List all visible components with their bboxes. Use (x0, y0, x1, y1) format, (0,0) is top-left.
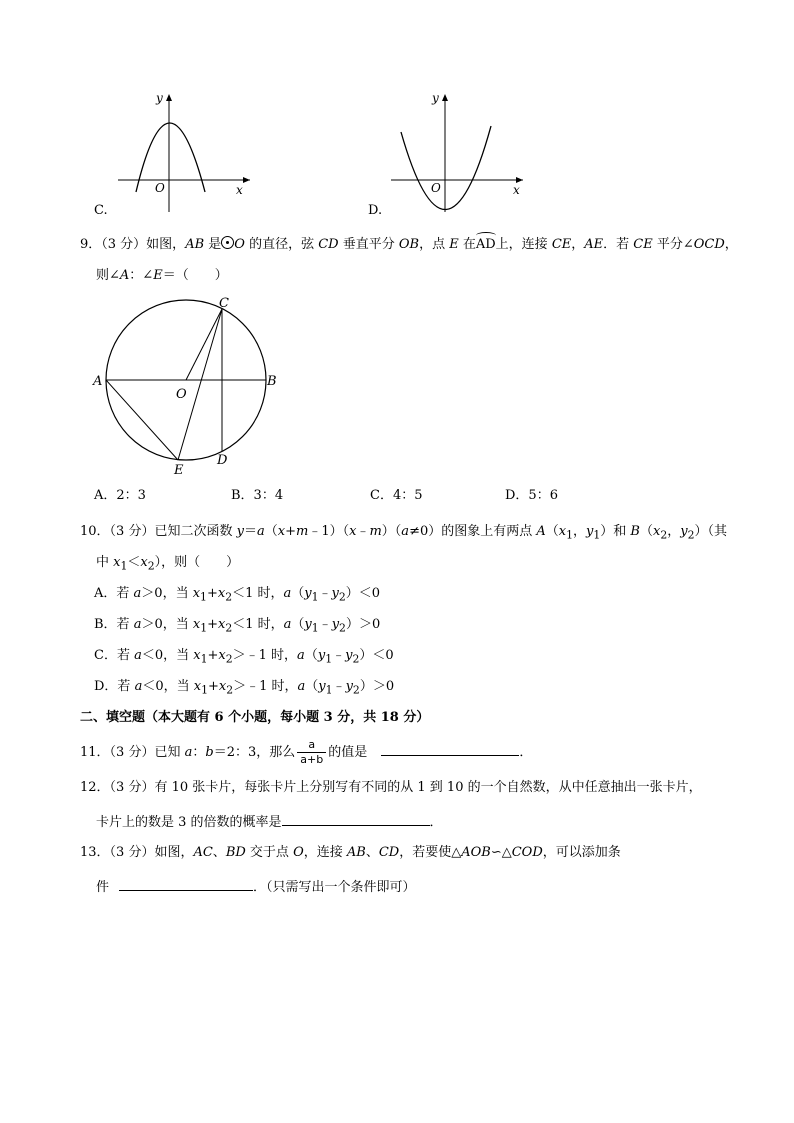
opt-sub: 2 (225, 621, 233, 635)
opt-var: x (218, 679, 227, 694)
opt-text: ＞﹣1 时， (233, 679, 298, 694)
opt-var: x (192, 586, 201, 601)
q11-text: ． (519, 745, 533, 760)
q10-var: x (140, 555, 148, 570)
opt-var: y (304, 586, 312, 601)
q12-line2 (96, 811, 443, 831)
q10-text: 10．（3 分）已知二次函数 (80, 524, 237, 539)
opt-var: a (133, 617, 142, 632)
graph-c-origin-label: O (155, 181, 165, 195)
q10-text: 中 (96, 555, 114, 570)
q12-text: ． (429, 815, 443, 830)
q13-text: ∽△ (490, 845, 512, 860)
q11-text: ＝2：3，那么 (213, 745, 296, 760)
graph-c-x-arrow (243, 177, 250, 183)
q9-text: ．若 (603, 237, 634, 252)
q9-text: ，点 (419, 237, 450, 252)
q9-text: ， (724, 237, 738, 252)
q13-line1 (80, 845, 621, 861)
opt-sub: 2 (352, 683, 360, 697)
graph-d-option-label: D. (368, 203, 383, 218)
q13-var: CD (378, 845, 400, 860)
q11-var: a (184, 745, 193, 760)
q9-text: 在 (458, 237, 476, 252)
opt-text: ）＜0 (359, 648, 394, 663)
q9-var: AB (185, 237, 205, 252)
opt-var: y (345, 648, 353, 663)
opt-text: （ (304, 648, 318, 663)
q9-var: CE (633, 237, 653, 252)
graph-c (112, 88, 262, 218)
opt-text: ﹣ (332, 679, 346, 694)
q9-text: ＝（ ） (162, 268, 228, 283)
q10-var: y (586, 524, 594, 539)
graph-c-parabola (136, 123, 205, 192)
opt-var: y (304, 617, 312, 632)
graph-c-option-label: C. (94, 203, 108, 218)
opt-text: A．若 (94, 586, 134, 601)
opt-text: + (207, 679, 219, 694)
q9-var: OB (398, 237, 420, 252)
opt-text: C．若 (94, 648, 135, 663)
graph-c-y-arrow (166, 94, 172, 101)
q9-segment-ce (178, 309, 222, 460)
q10-option-b (94, 617, 380, 637)
opt-sub: 1 (201, 683, 208, 697)
opt-var: a (283, 617, 292, 632)
graph-d-y-arrow (442, 94, 448, 101)
q9-text: 上，连接 (495, 237, 552, 252)
opt-var: y (331, 617, 340, 632)
q10-text: ﹣1）（ (308, 524, 350, 539)
q10-line2 (96, 555, 239, 575)
section-2-title: 二、填空题（本大题有 6 个小题，每小题 3 分，共 18 分） (80, 710, 430, 725)
opt-text: ）＞0 (345, 617, 381, 632)
opt-sub: 1 (325, 683, 333, 697)
graph-d-y-label: y (432, 91, 439, 105)
q10-var: x (113, 555, 121, 570)
graph-d-origin-label: O (431, 181, 441, 195)
q10-var: m (369, 524, 382, 539)
opt-text: + (207, 648, 219, 663)
opt-var: y (317, 648, 326, 663)
opt-var: x (192, 617, 201, 632)
opt-sub: 1 (311, 590, 319, 604)
opt-text: B．若 (94, 617, 134, 632)
q10-option-c (94, 648, 394, 668)
opt-var: y (345, 679, 353, 694)
q13-text: ，连接 (303, 845, 347, 860)
opt-sub: 2 (225, 590, 233, 604)
opt-var: y (331, 586, 339, 601)
q9-option-a: A．2：3 (94, 488, 146, 503)
q12-text: 卡片上的数是 3 的倍数的概率是 (96, 815, 282, 830)
q12-line1: 12．（3 分）有 10 张卡片，每张卡片上分别写有不同的从 1 到 10 的一个自然数，从中任意抽出一张卡片， (80, 780, 702, 795)
q13-answer-blank[interactable] (119, 876, 253, 891)
q10-var: a (256, 524, 265, 539)
q13-text: 、 (365, 845, 379, 860)
opt-text: （ (305, 679, 319, 694)
q10-var: y (236, 524, 244, 539)
opt-sub: 1 (325, 652, 333, 666)
q10-text: （ (545, 524, 559, 539)
q10-sub: 2 (147, 559, 155, 573)
q13-text: ，若要使△ (399, 845, 462, 860)
q9-var: A (119, 268, 130, 283)
q10-text: ），则（ ） (154, 555, 240, 570)
q9-label-b: B (267, 374, 277, 389)
q9-label-a: A (93, 374, 103, 389)
q10-var: x (558, 524, 567, 539)
q10-sub: 1 (566, 528, 573, 542)
opt-sub: 2 (352, 652, 360, 666)
q9-text: 是 (204, 237, 222, 252)
q10-var: x (277, 524, 286, 539)
q11-text: 的值是 (328, 745, 368, 760)
opt-text: ）＞0 (359, 679, 395, 694)
q9-line1 (80, 236, 738, 253)
opt-text: ＜1 时， (232, 586, 284, 601)
opt-sub: 2 (225, 652, 233, 666)
opt-text: ）＜0 (345, 586, 381, 601)
q9-var: E (449, 237, 459, 252)
q13-var: O (293, 845, 304, 860)
q10-option-d (94, 679, 394, 699)
q10-option-a (94, 586, 380, 606)
opt-text: ＜1 时， (232, 617, 284, 632)
q10-sub: 1 (120, 559, 128, 573)
q11-answer-blank[interactable] (381, 741, 519, 756)
q10-text: ， (573, 524, 587, 539)
q9-text: 垂直平分 (338, 237, 399, 252)
opt-text: ﹣ (332, 648, 346, 663)
opt-text: ＜0，当 (141, 648, 194, 663)
q11-fraction-denominator: a+b (300, 753, 324, 766)
graph-c-x-label: x (236, 183, 243, 197)
q11-text: 11．（3 分）已知 (80, 745, 185, 760)
q13-line2 (96, 876, 416, 896)
q13-text: 13．（3 分）如图， (80, 845, 194, 860)
q13-text: ，可以添加条 (542, 845, 621, 860)
q10-var: m (295, 524, 309, 539)
q10-text: + (285, 524, 296, 539)
opt-sub: 1 (311, 621, 319, 635)
opt-sub: 2 (226, 683, 234, 697)
graph-c-y-label: y (156, 91, 163, 105)
q9-var: CD (318, 237, 339, 252)
opt-var: a (134, 679, 143, 694)
opt-text: ＞0，当 (141, 586, 193, 601)
q10-text: ﹣ (356, 524, 370, 539)
q9-label-d: D (217, 453, 228, 468)
q13-var: COD (511, 845, 543, 860)
graph-d-parabola (401, 126, 491, 210)
opt-var: x (193, 679, 202, 694)
q10-var: y (680, 524, 688, 539)
q9-option-b: B．3：4 (231, 488, 284, 503)
graph-d (385, 88, 535, 218)
q9-label-e: E (174, 463, 184, 478)
q11-text: ： (192, 745, 206, 760)
q13-var: AOB (461, 845, 491, 860)
q9-var: AE (584, 237, 604, 252)
q9-text: 9．（3 分）如图， (80, 237, 186, 252)
q11-var: b (205, 745, 214, 760)
q9-option-d: D．5：6 (505, 488, 558, 503)
q10-var: B (630, 524, 640, 539)
q13-text: ．（只需写出一个条件即可） (253, 880, 416, 895)
q10-sub: 2 (687, 528, 695, 542)
opt-text: ＜0，当 (142, 679, 194, 694)
q13-text: 交于点 (245, 845, 294, 860)
q10-var: a (401, 524, 410, 539)
q10-text: （ (264, 524, 278, 539)
q10-var: x (349, 524, 357, 539)
q13-var: AC (193, 845, 213, 860)
arc-ad: AD (475, 237, 496, 252)
q9-var: E (153, 268, 163, 283)
q10-sub: 2 (660, 528, 668, 542)
opt-text: ﹣ (318, 586, 332, 601)
q10-text: ＝ (243, 524, 257, 539)
opt-sub: 1 (200, 652, 208, 666)
q9-text: ， (571, 237, 585, 252)
opt-var: a (133, 586, 142, 601)
q13-text: 件 (96, 880, 110, 895)
opt-text: + (206, 586, 218, 601)
opt-sub: 1 (200, 590, 207, 604)
q9-var: OCD (693, 237, 725, 252)
q11-fraction-numerator: a (297, 738, 326, 753)
q10-var: x (652, 524, 661, 539)
q13-var: BD (225, 845, 246, 860)
opt-sub: 2 (339, 621, 346, 635)
graph-d-x-label: x (513, 183, 520, 197)
opt-var: a (297, 679, 306, 694)
q9-label-o: O (176, 387, 187, 402)
q10-var: A (536, 524, 546, 539)
q10-text: ）和 (600, 524, 631, 539)
q9-text: ：∠ (129, 268, 154, 283)
opt-text: （ (291, 586, 305, 601)
opt-var: a (283, 586, 292, 601)
q9-circle-figure (88, 292, 288, 482)
q9-var: O (234, 237, 245, 252)
q9-option-c: C．4：5 (370, 488, 423, 503)
q10-text: （ (639, 524, 653, 539)
q10-line1 (80, 524, 727, 544)
q9-var: CE (551, 237, 572, 252)
opt-text: （ (291, 617, 305, 632)
q13-text: 、 (212, 845, 226, 860)
q9-line2 (96, 268, 228, 284)
opt-text: ﹣ (318, 617, 332, 632)
opt-text: + (207, 617, 218, 632)
q9-text: 则∠ (96, 268, 120, 283)
opt-text: ＞0，当 (141, 617, 193, 632)
q10-text: ≠0）的图象上有两点 (409, 524, 537, 539)
q9-text: 的直径，弦 (244, 237, 319, 252)
opt-var: x (218, 648, 226, 663)
opt-text: ＞﹣1 时， (232, 648, 298, 663)
circle-symbol-icon (221, 236, 234, 249)
q9-text: 平分∠ (652, 237, 694, 252)
opt-var: x (217, 586, 226, 601)
opt-sub: 1 (200, 621, 208, 635)
q10-text: ， (667, 524, 681, 539)
q10-text: ＜ (127, 555, 141, 570)
opt-sub: 2 (338, 590, 346, 604)
opt-var: x (193, 648, 201, 663)
q12-answer-blank[interactable] (282, 811, 430, 826)
q9-label-c: C (219, 296, 229, 311)
q13-var: AB (346, 845, 366, 860)
q10-text: ）（ (381, 524, 402, 539)
opt-var: a (297, 648, 305, 663)
opt-var: y (318, 679, 326, 694)
q11-fraction (297, 738, 326, 767)
q10-text: ）（其 (694, 524, 727, 539)
opt-var: x (218, 617, 226, 632)
q11-line (80, 738, 532, 768)
opt-text: D．若 (94, 679, 135, 694)
q10-sub: 1 (593, 528, 601, 542)
opt-var: a (134, 648, 142, 663)
